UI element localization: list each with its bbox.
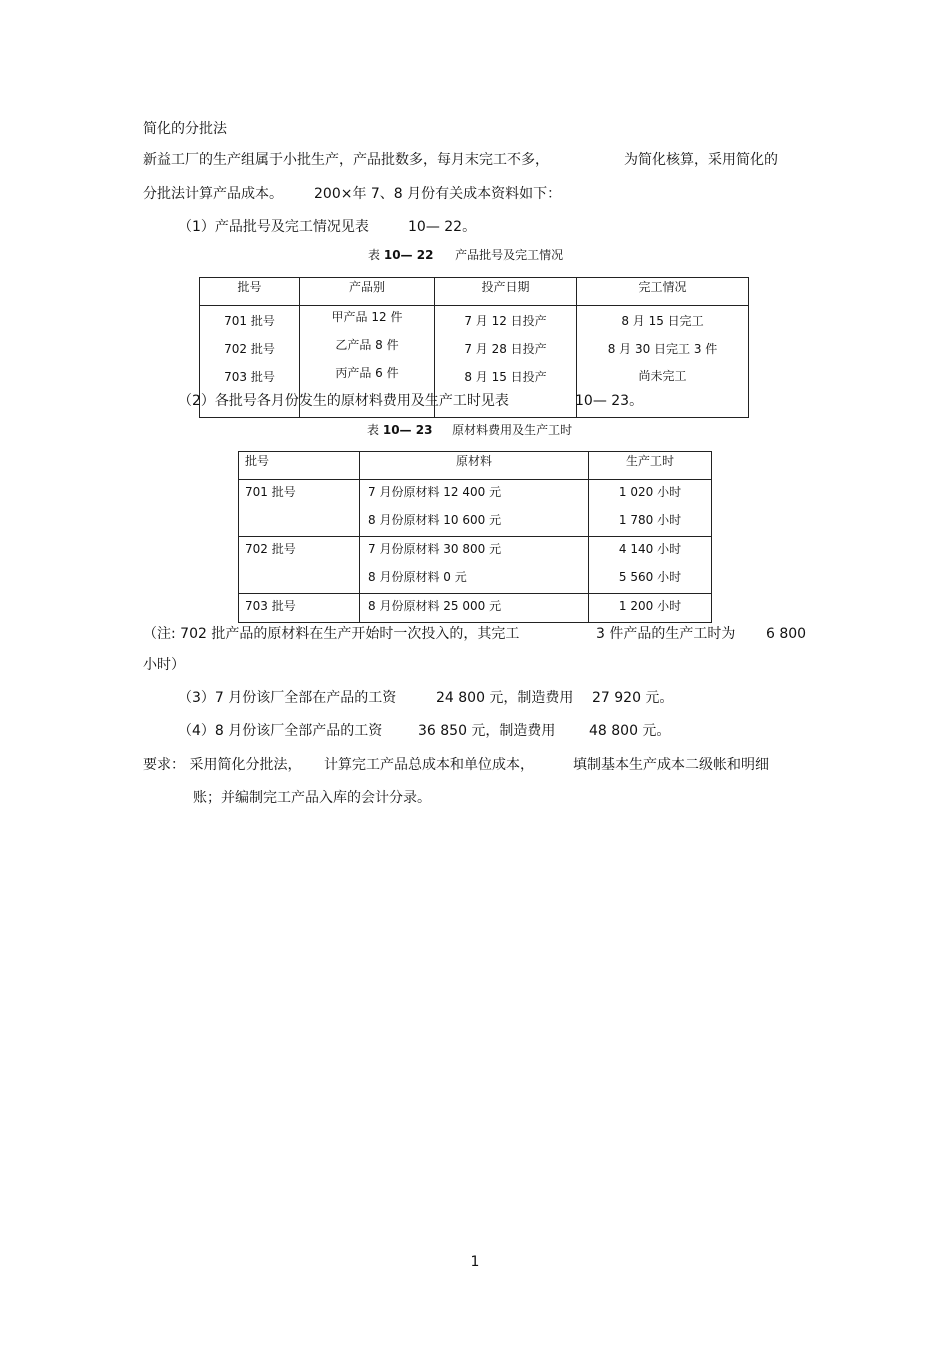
note-part-b: 3 件产品的生产工时为 bbox=[596, 626, 736, 642]
table2-caption bbox=[367, 422, 572, 438]
table1-row-703-completion: 尚未完工 bbox=[638, 369, 687, 383]
note-part-a: （注: 702 批产品的原材料在生产开始时一次投入的，其完工 bbox=[143, 626, 520, 642]
page-number: 1 bbox=[470, 1254, 480, 1270]
table2-702-hours-aug: 5 560 小时 bbox=[618, 570, 682, 584]
table1-row-701-completion: 8 月 15 日完工 bbox=[621, 314, 704, 328]
item2-ref: 10— 23。 bbox=[575, 393, 644, 409]
table2-702-material-aug: 8 月份原材料 0 元 bbox=[368, 570, 467, 584]
table2-row-703-batch: 703 批号 bbox=[239, 594, 360, 623]
table2-703-hours-aug: 1 200 小时 bbox=[618, 599, 682, 613]
table1-header-batch: 批号 bbox=[200, 278, 300, 306]
intro-line2-part-b: 200×年 7、8 月份有关成本资料如下： bbox=[314, 186, 562, 202]
table2-row-701-materials bbox=[360, 480, 589, 537]
table2-703-material-aug: 8 月份原材料 25 000 元 bbox=[368, 599, 502, 613]
table1-row-703-batch: 703 批号 bbox=[224, 370, 275, 384]
table1-caption-title: 产品批号及完工情况 bbox=[455, 248, 564, 262]
requirement-part-d: 账；并编制完工产品入库的会计分录。 bbox=[193, 790, 431, 806]
table2-row-703-materials bbox=[360, 594, 589, 623]
table1-header-completion: 完工情况 bbox=[577, 278, 749, 306]
table1-row-701-start: 7 月 12 日投产 bbox=[464, 314, 547, 328]
table2-caption-num: 10— 23 bbox=[382, 423, 433, 437]
item1-text: （1）产品批号及完工情况见表 bbox=[178, 219, 369, 235]
item4-wages: 36 850 元，制造费用 bbox=[418, 723, 556, 739]
table1-caption bbox=[368, 247, 563, 263]
table2-row-703-hours bbox=[589, 594, 712, 623]
heading: 简化的分批法 bbox=[143, 121, 227, 137]
item4-overhead: 48 800 元。 bbox=[589, 723, 671, 739]
table1-row-702-start: 7 月 28 日投产 bbox=[464, 342, 547, 356]
table2-row-701 bbox=[239, 480, 712, 537]
intro-line1-part-b: 为简化核算，采用简化的 bbox=[624, 152, 778, 168]
table2-701-hours-aug: 1 780 小时 bbox=[618, 513, 682, 527]
table1-caption-num: 10— 22 bbox=[383, 248, 434, 262]
note-part-c: 6 800 bbox=[766, 626, 807, 642]
table2-caption-prefix: 表 bbox=[367, 423, 380, 437]
table1-row-703-product: 丙产品 6 件 bbox=[335, 366, 399, 380]
intro-line1-part-a: 新益工厂的生产组属于小批生产，产品批数多，每月末完工不多， bbox=[143, 152, 549, 168]
requirement-label: 要求： 采用简化分批法， bbox=[143, 757, 302, 773]
table2-row-702-batch: 702 批号 bbox=[239, 537, 360, 594]
item3-wages: 24 800 元，制造费用 bbox=[436, 690, 574, 706]
table2-row-703 bbox=[239, 594, 712, 623]
item1-ref: 10— 22。 bbox=[408, 219, 477, 235]
requirement-part-b: 计算完工产品总成本和单位成本， bbox=[324, 757, 534, 773]
table1-caption-prefix: 表 bbox=[368, 248, 381, 262]
table1-row-703-start: 8 月 15 日投产 bbox=[464, 370, 547, 384]
table2-701-hours-jul: 1 020 小时 bbox=[618, 485, 682, 499]
table1-row-702-completion: 8 月 30 日完工 3 件 bbox=[607, 342, 718, 356]
item3-text: （3）7 月份该厂全部在产品的工资 bbox=[178, 690, 397, 706]
table1-row-702-product: 乙产品 8 件 bbox=[335, 338, 399, 352]
table1-header-product: 产品别 bbox=[300, 278, 435, 306]
item2-text: （2）各批号各月份发生的原材料费用及生产工时见表 bbox=[178, 393, 509, 409]
requirement-part-c: 填制基本生产成本二级帐和明细 bbox=[573, 757, 769, 773]
intro-line2-part-a: 分批法计算产品成本。 bbox=[143, 186, 283, 202]
materials-hours-table bbox=[238, 451, 712, 623]
table2-701-material-jul: 7 月份原材料 12 400 元 bbox=[368, 485, 502, 499]
item4-text: （4）8 月份该厂全部产品的工资 bbox=[178, 723, 383, 739]
table1-header-start: 投产日期 bbox=[435, 278, 577, 306]
table2-header-batch: 批号 bbox=[239, 452, 360, 480]
table1-row-701-batch: 701 批号 bbox=[224, 314, 275, 328]
table2-701-material-aug: 8 月份原材料 10 600 元 bbox=[368, 513, 502, 527]
table2-row-702-hours bbox=[589, 537, 712, 594]
note-part-d: 小时） bbox=[143, 657, 185, 673]
table2-caption-title: 原材料费用及生产工时 bbox=[452, 423, 573, 437]
table1-row-702-batch: 702 批号 bbox=[224, 342, 275, 356]
table2-row-702-materials bbox=[360, 537, 589, 594]
table2-702-hours-jul: 4 140 小时 bbox=[618, 542, 682, 556]
table2-header-materials: 原材料 bbox=[360, 452, 589, 480]
table2-row-702 bbox=[239, 537, 712, 594]
table2-row-701-hours bbox=[589, 480, 712, 537]
table2-row-701-batch: 701 批号 bbox=[239, 480, 360, 537]
table1-row-701-product: 甲产品 12 件 bbox=[331, 310, 403, 324]
table2-702-material-jul: 7 月份原材料 30 800 元 bbox=[368, 542, 502, 556]
table2-header-hours: 生产工时 bbox=[589, 452, 712, 480]
item3-overhead: 27 920 元。 bbox=[592, 690, 674, 706]
